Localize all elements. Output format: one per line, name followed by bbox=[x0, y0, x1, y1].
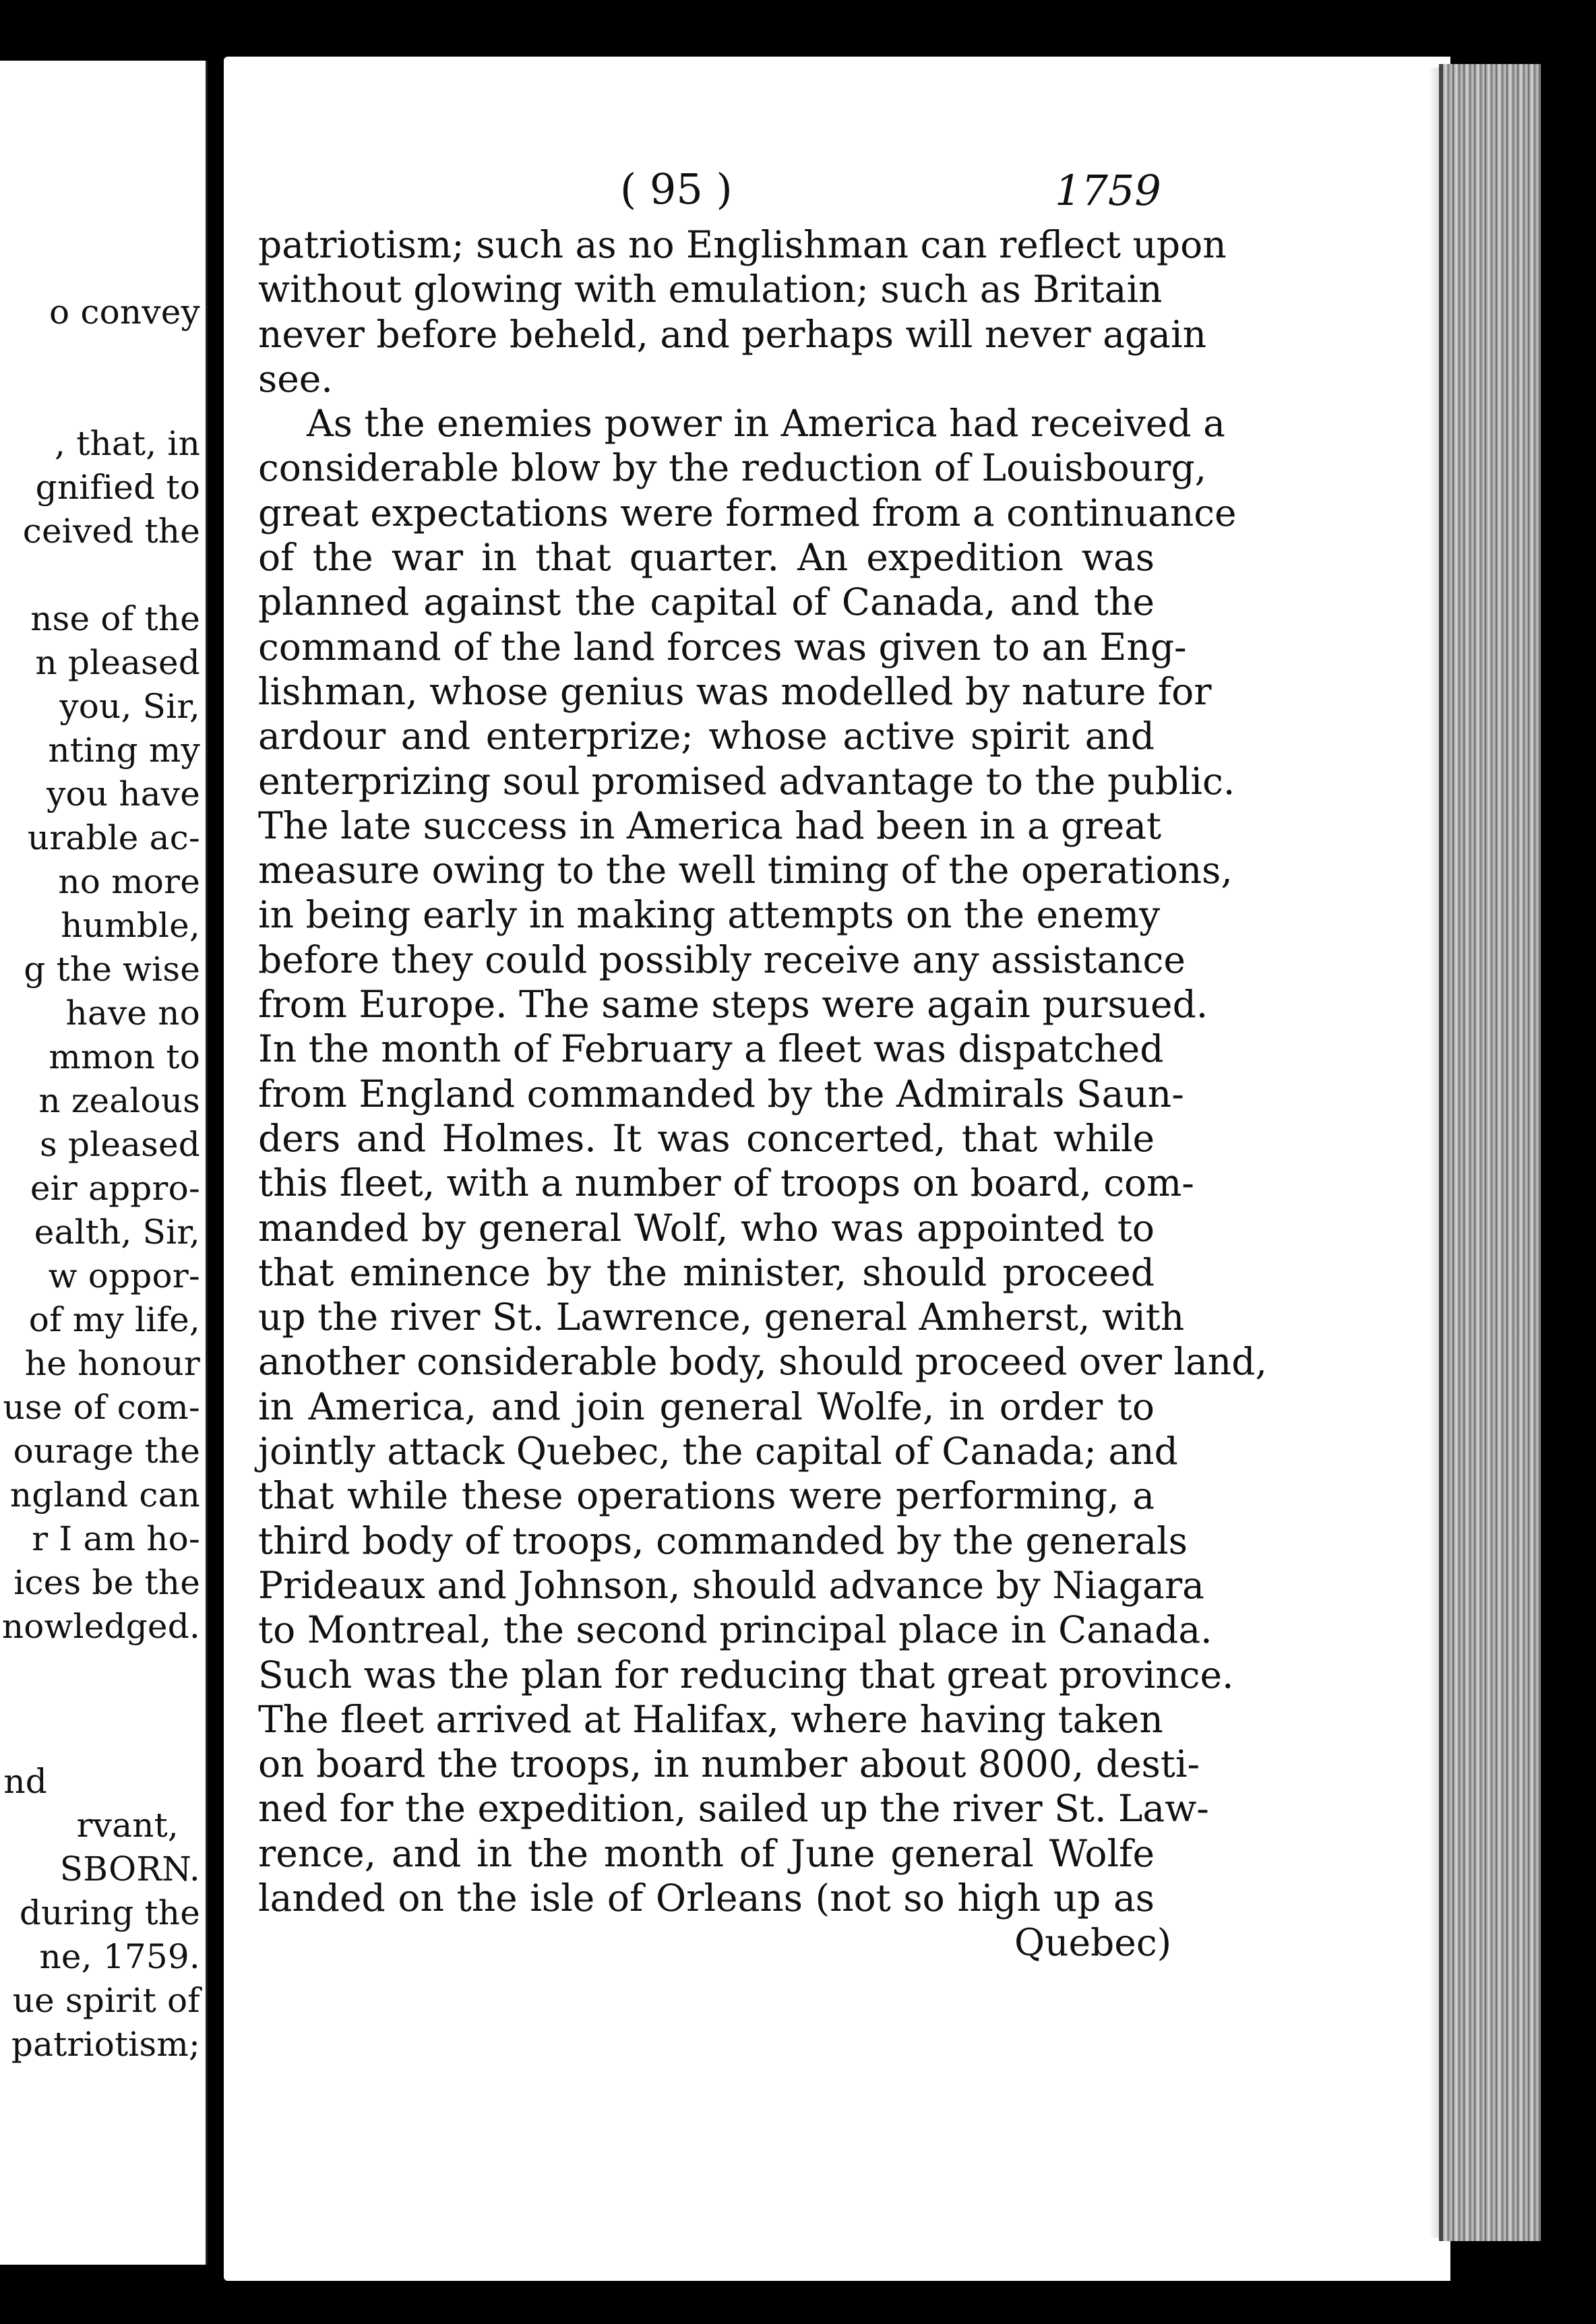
text-line: of the war in that quarter. An expedition was bbox=[258, 536, 1155, 580]
running-year: 1759 bbox=[1055, 166, 1161, 215]
left-page-line: of my life, bbox=[28, 1300, 200, 1339]
left-page-line: use of com- bbox=[3, 1388, 200, 1427]
text-line: rence, and in the month of June general Wolfe bbox=[258, 1831, 1155, 1875]
left-page-line: patriotism; bbox=[11, 2025, 200, 2064]
text-line: this fleet, with a number of troops on board, com- bbox=[258, 1161, 1194, 1205]
text-line: manded by general Wolf, who was appointed to bbox=[258, 1206, 1155, 1250]
text-line: ned for the expedition, sailed up the river St. Law- bbox=[258, 1787, 1209, 1831]
left-page-line: nse of the bbox=[30, 599, 200, 638]
left-page-line: , that, in bbox=[55, 424, 200, 463]
text-line: The fleet arrived at Halifax, where having taken bbox=[258, 1697, 1163, 1741]
left-page-line: ices be the bbox=[13, 1563, 200, 1602]
left-page-line: you, Sir, bbox=[59, 687, 200, 726]
text-line: ardour and enterprize; whose active spirit and bbox=[258, 714, 1155, 758]
left-page-line: mmon to bbox=[49, 1037, 200, 1076]
left-page-line: w oppor- bbox=[48, 1256, 200, 1295]
left-page-line: ourage the bbox=[13, 1432, 200, 1471]
text-line: Such was the plan for reducing that great province. bbox=[258, 1653, 1234, 1696]
catchword: Quebec) bbox=[1014, 1921, 1172, 1964]
paragraph-first-line: As the enemies power in America had received a bbox=[307, 402, 1225, 446]
left-page-line: ne, 1759. bbox=[39, 1937, 200, 1976]
text-line: from England commanded by the Admirals Saun- bbox=[258, 1072, 1184, 1115]
text-line: to Montreal, the second principal place in Canada. bbox=[258, 1608, 1213, 1652]
text-line: third body of troops, commanded by the generals bbox=[258, 1519, 1188, 1562]
body-text bbox=[258, 222, 1267, 1920]
text-line: In the month of February a fleet was dispatched bbox=[258, 1027, 1164, 1071]
left-page-line: no more bbox=[58, 862, 200, 901]
left-page-line: ealth, Sir, bbox=[34, 1213, 200, 1252]
text-line: in being early in making attempts on the enemy bbox=[258, 893, 1161, 937]
page-number: ( 95 ) bbox=[620, 164, 733, 214]
left-page-line: you have bbox=[47, 774, 200, 814]
left-page-line: g the wise bbox=[24, 950, 200, 989]
text-line: before they could possibly receive any assistance bbox=[258, 938, 1186, 981]
text-line: command of the land forces was given to an Eng- bbox=[258, 625, 1187, 669]
text-line: up the river St. Lawrence, general Amherst, with bbox=[258, 1295, 1185, 1339]
text-line: patriotism; such as no Englishman can reflect upon bbox=[258, 223, 1227, 266]
left-page-line: ceived the bbox=[22, 512, 200, 551]
text-line: see. bbox=[258, 357, 333, 400]
left-page-line: ngland can bbox=[9, 1475, 200, 1515]
left-page-line: s pleased bbox=[39, 1125, 200, 1164]
text-line: enterprizing soul promised advantage to the public. bbox=[258, 759, 1235, 803]
text-line: another considerable body, should proceed over land, bbox=[258, 1340, 1267, 1384]
text-line: that eminence by the minister, should proceed bbox=[258, 1250, 1155, 1294]
text-line: in America, and join general Wolfe, in order to bbox=[258, 1384, 1155, 1428]
book-page-edges bbox=[1439, 64, 1541, 2241]
text-line: never before beheld, and perhaps will never again bbox=[258, 312, 1206, 356]
text-line: great expectations were formed from a continuance bbox=[258, 491, 1237, 534]
left-page-line: nting my bbox=[48, 731, 200, 770]
text-line: jointly attack Quebec, the capital of Canada; and bbox=[258, 1430, 1178, 1473]
text-line: considerable blow by the reduction of Louisbourg, bbox=[258, 446, 1207, 490]
left-page-line: nowledged. bbox=[1, 1607, 200, 1646]
text-line: ders and Holmes. It was concerted, that while bbox=[258, 1116, 1155, 1160]
text-line: planned against the capital of Canada, and the bbox=[258, 580, 1155, 624]
left-page-line: o convey bbox=[49, 293, 200, 332]
left-page-line: SBORN. bbox=[59, 1849, 200, 1889]
left-page-line: n zealous bbox=[38, 1081, 200, 1120]
left-page-line: n pleased bbox=[35, 643, 200, 682]
text-line: measure owing to the well timing of the operations, bbox=[258, 849, 1233, 892]
text-line: from Europe. The same steps were again pursued. bbox=[258, 983, 1208, 1027]
left-page-line: r I am ho- bbox=[32, 1519, 200, 1558]
left-page-line: eir appro- bbox=[30, 1169, 200, 1208]
text-line: lishman, whose genius was modelled by nature for bbox=[258, 669, 1212, 713]
left-page-line: have no bbox=[65, 993, 200, 1033]
left-page-line: ue spirit of bbox=[12, 1981, 200, 2020]
text-line: without glowing with emulation; such as Britain bbox=[258, 268, 1163, 311]
left-page bbox=[0, 61, 208, 2265]
left-page-line: gnified to bbox=[35, 468, 200, 507]
left-page-line: during the bbox=[19, 1893, 200, 1932]
left-page-line: nd bbox=[3, 1762, 47, 1801]
text-line: on board the troops, in number about 8000, desti- bbox=[258, 1742, 1200, 1786]
left-page-line: urable ac- bbox=[27, 818, 200, 857]
text-line: Prideaux and Johnson, should advance by Niagara bbox=[258, 1563, 1204, 1607]
text-line: landed on the isle of Orleans (not so high up as bbox=[258, 1876, 1155, 1920]
text-line: The late success in America had been in a great bbox=[258, 803, 1162, 847]
left-page-line: rvant, bbox=[76, 1806, 179, 1845]
left-page-line: humble, bbox=[61, 906, 200, 945]
text-line: that while these operations were performing, a bbox=[258, 1474, 1155, 1518]
left-page-line: he honour bbox=[24, 1344, 200, 1383]
